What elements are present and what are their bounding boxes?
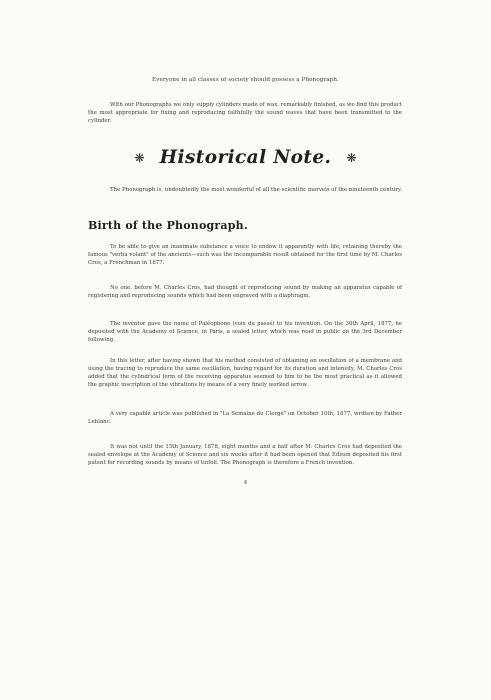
- subsection-title: Birth of the Phonograph.: [88, 219, 248, 232]
- paragraph: A very capable article was published in "La Semaine du Clergé" on October 10th, 1877, written by Father Leblanc.: [88, 411, 402, 426]
- section-title: Historical Note.: [159, 147, 332, 168]
- paragraph: To be able to give an inanimate substance a voice to endow it apparently with life, retaining thereby the famous "verba volant" of the ancients—such was the incomparable result obtained for the first time by M. Charles Cros, a Frenchman in 1877.: [88, 244, 402, 267]
- paragraph: In this letter, after having shown that his method consisted of obtaining an oscillation of a membrane and using the tracing to reproduce the same oscillation, having regard for its duration and intensity, M. Charles Cros added that the cylindrical form of the receiving apparatus seemed to him to be the most practical as it allowed the graphic inscription of the vibrations by means of a very finely worked arrow.: [88, 358, 402, 389]
- paragraph: No one, before M. Charles Cros, had thought of reproducing sound by making an apparatus capable of registering and reproducing sounds which had been engraved with a diaphragm.: [88, 285, 402, 300]
- section-heading: [0, 147, 491, 177]
- page-number: 4: [243, 480, 248, 486]
- ornament-right-icon: ❋: [346, 150, 357, 165]
- intro-paragraph: With our Phonographs we only supply cylinders made of wax, remarkably finished, as we find this product the most appropriate for fixing and reproducing faithfully the sound waves that have been transmitted to the cylinder.: [88, 102, 402, 125]
- lead-line: Everyone in all classes of society should possess a Phonograph.: [152, 77, 339, 83]
- ornament-left-icon: ❋: [134, 150, 145, 165]
- paragraph: The inventor gave the name of Paléophone (voix du passé) to his invention. On the 30th April, 1877, he deposited with the Academy of Science, in Paris, a sealed letter, which was read in public on the 3rd December following.: [88, 321, 402, 344]
- section-text: The Phonograph is, undoubtedly the most wonderful of all the scientific marvels of the nineteenth century.: [110, 187, 402, 193]
- paragraph: It was not until the 15th January, 1878, eight months and a half after M. Charles Cros had deposited the sealed envelope at the Academy of Science and six weeks after it had been opened that Edison deposited his first patent for recording sounds by means of tinfoil. The Phonograph is therefore a French invention.: [88, 444, 402, 467]
